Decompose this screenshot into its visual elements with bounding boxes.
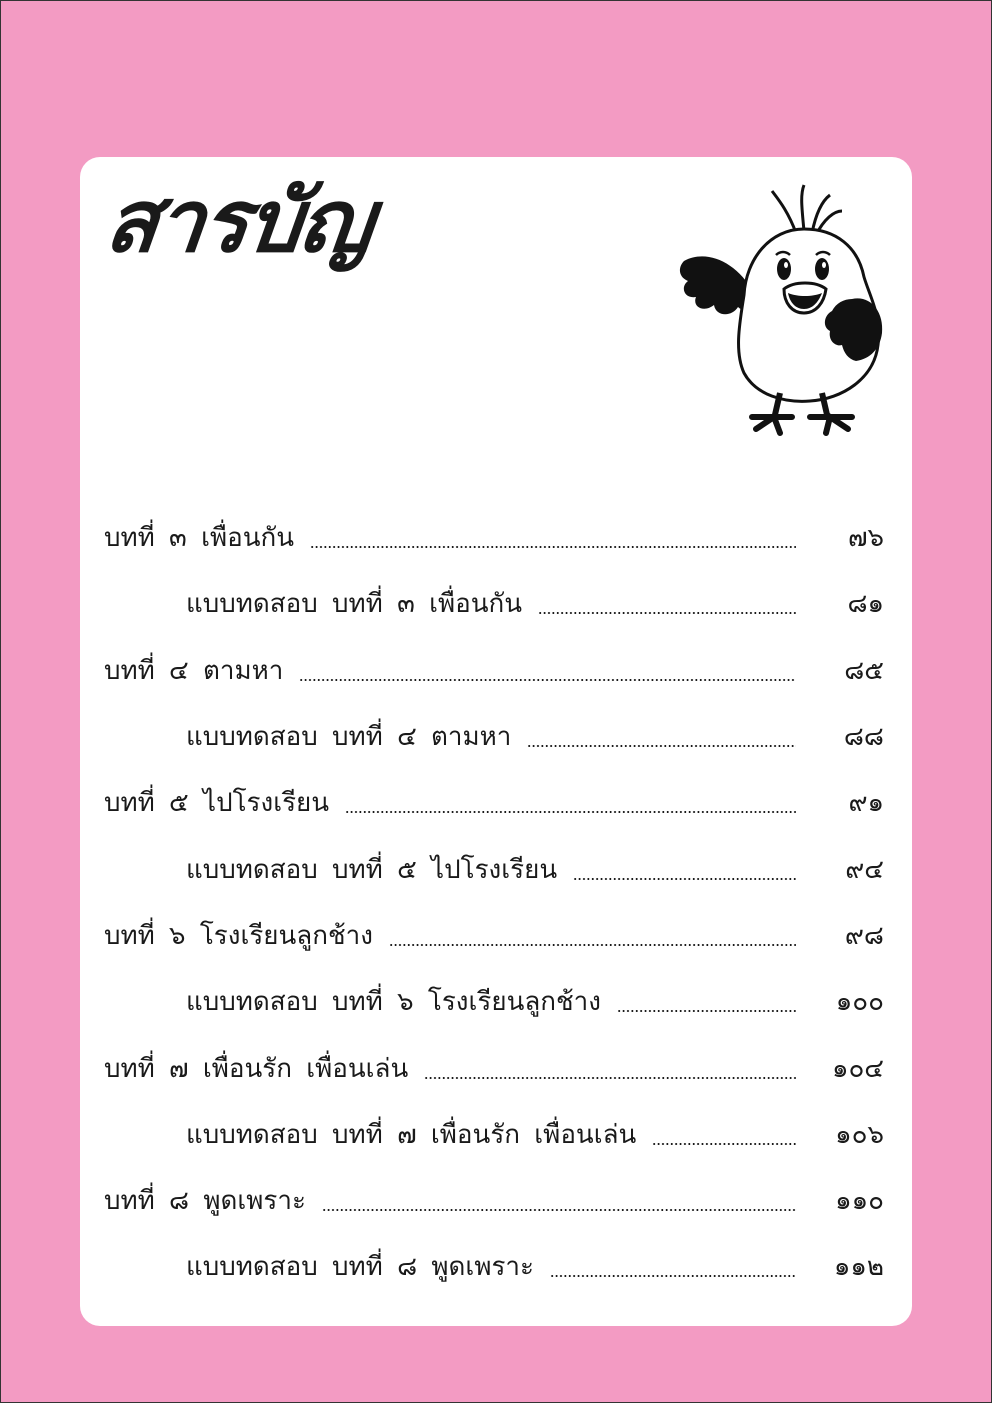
toc-page-number: ๘๑ [847,589,884,620]
toc-item-label: บทที่ ๖ โรงเรียนลูกช้าง [104,920,373,951]
toc-page-number: ๑๑๐ [835,1186,884,1217]
toc-item-chapter-4[interactable] [80,638,912,704]
toc-page-number: ๙๘ [844,920,884,951]
dot-leader [299,679,796,681]
toc-item-exercise-4[interactable] [80,704,912,770]
toc-item-exercise-7[interactable] [80,1102,912,1168]
toc-item-label: บทที่ ๔ ตามหา [104,655,284,686]
toc-item-label: แบบทดสอบ บทที่ ๖ โรงเรียนลูกช้าง [186,987,601,1018]
table-of-contents [80,505,912,1301]
toc-item-exercise-8[interactable] [80,1234,912,1300]
toc-item-exercise-5[interactable] [80,836,912,902]
dot-leader [322,1209,796,1211]
dot-leader [652,1143,796,1145]
toc-page-number: ๙๔ [845,854,884,885]
page-title: สารบัญ [100,172,377,272]
toc-page-number: ๙๑ [848,788,884,819]
dot-leader [345,811,796,813]
dot-leader [550,1275,796,1277]
content-card [80,157,912,1326]
toc-item-label: แบบทดสอบ บทที่ ๔ ตามหา [186,722,512,753]
toc-item-label: แบบทดสอบ บทที่ ๗ เพื่อนรัก เพื่อนเล่น [186,1119,637,1150]
dot-leader [538,612,796,614]
toc-page-number: ๘๘ [843,722,884,753]
toc-item-label: แบบทดสอบ บทที่ ๕ ไปโรงเรียน [186,854,558,885]
dot-leader [310,546,796,548]
toc-page-number: ๗๖ [847,523,884,554]
toc-item-chapter-5[interactable] [80,770,912,836]
toc-page-number: ๘๕ [844,655,884,686]
toc-item-exercise-3[interactable] [80,571,912,637]
dot-leader [527,745,796,747]
toc-item-label: แบบทดสอบ บทที่ ๓ เพื่อนกัน [186,589,523,620]
toc-item-exercise-6[interactable] [80,969,912,1035]
dot-leader [573,878,796,880]
toc-item-chapter-3[interactable] [80,505,912,571]
toc-item-label: บทที่ ๘ พูดเพราะ [104,1186,306,1217]
dot-leader [424,1077,796,1079]
toc-page-number: ๑๐๐ [835,987,884,1018]
toc-page-number: ๑๑๒ [833,1252,884,1283]
dot-leader [389,944,796,946]
toc-page-number: ๑๐๔ [831,1053,884,1084]
toc-item-chapter-6[interactable] [80,903,912,969]
toc-item-label: บทที่ ๕ ไปโรงเรียน [104,788,330,819]
toc-item-label: บทที่ ๓ เพื่อนกัน [104,523,295,554]
toc-page-number: ๑๐๖ [835,1119,884,1150]
toc-item-chapter-7[interactable] [80,1035,912,1101]
toc-item-chapter-8[interactable] [80,1168,912,1234]
bird-mascot-icon [676,181,896,436]
toc-item-label: แบบทดสอบ บทที่ ๘ พูดเพราะ [186,1252,534,1283]
dot-leader [617,1010,796,1012]
toc-item-label: บทที่ ๗ เพื่อนรัก เพื่อนเล่น [104,1053,409,1084]
